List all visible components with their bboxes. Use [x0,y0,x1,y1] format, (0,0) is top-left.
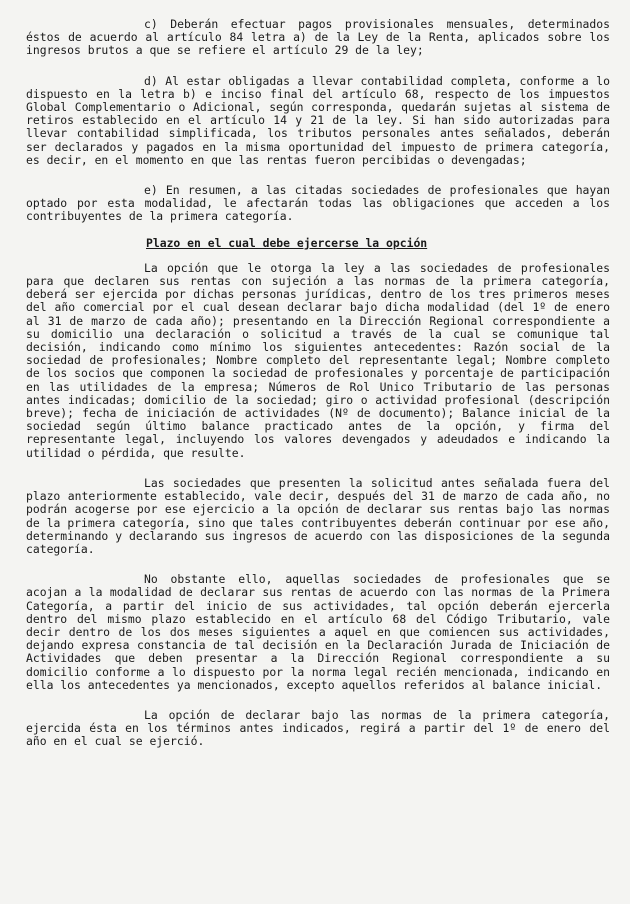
paragraph-start-of-activities: No obstante ello, aquellas sociedades de profesionales que se acojan a la modalidad de declarar sus rentas de acuerdo con las normas de la Primera Categoría, a partir del inicio de sus actividades, tal opción deberán ejercerla dentro del mismo plazo establecido en el artículo 68 del Código Tributario, vale decir dentro de los dos meses siguientes a aquel en que comiencen sus actividades, dejando expresa constancia de tal decisión en la Declaración Jurada de Iniciación de Actividades que deben presentar a la Dirección Regional correspondiente a su domicilio conforme a lo dispuesto por la norma legal recién mencionada, indicando en ella los antecedentes ya mencionados, excepto aquellos referidos al balance inicial. [26,572,610,692]
paragraph-e: e) En resumen, a las citadas sociedades de profesionales que hayan optado por esta modalidad, le afectarán todas las obligaciones que acceden a los contribuyentes de la primera categoría. [26,183,610,224]
paragraph-late-filing: Las sociedades que presenten la solicitud antes señalada fuera del plazo anteriormente establecido, vale decir, después del 31 de marzo de cada año, no podrán acogerse por ese ejercicio a la opción de declarar sus rentas bajo las normas de la primera categoría, sino que tales contribuyentes deberán continuar por ese año, determinando y declarando sus ingresos de acuerdo con las disposiciones de la segunda categoría. [26,475,610,556]
paragraph-effective-date: La opción de declarar bajo las normas de la primera categoría, ejercida ésta en los términos antes indicados, regirá a partir del 1º de enero del año en el cual se ejerció. [26,707,610,749]
section-heading: Plazo en el cual debe ejercerse la opción [146,235,428,250]
paragraph-c: c) Deberán efectuar pagos provisionales mensuales, determinados éstos de acuerdo al artículo 84 letra a) de la Ley de la Renta, aplicados sobre los ingresos brutos a que se refiere el artículo 29 de la ley; [26,17,610,58]
paragraph-option-term: La opción que le otorga la ley a las sociedades de profesionales para que declaren sus rentas con sujeción a las normas de la primera categoría, deberá ser ejercida por dichas personas jurídicas, dentro de los tres primeros meses del año comercial por el cual desean declarar bajo dicha modalidad (del 1º de enero al 31 de marzo de cada año); presentando en la Dirección Regional correspondiente a su domicilio una declaración o solicitud a través de la cual se comunique tal decisión, indicando como mínimo los siguientes antecedentes: Razón social de la sociedad de profesionales; Nombre completo del representante legal; Nombre completo de los socios que componen la sociedad de profesionales y porcentaje de participación en las utilidades de la empresa; Números de Rol Unico Tributario de las personas antes indicadas; domicilio de la sociedad; giro o actividad profesional (descripción breve); fecha de iniciación de actividades (Nº de documento); Balance inicial de la sociedad según último balance practicado antes de la opción, y firma del representante legal, incluyendo los valores devengados y adeudados e indicando la utilidad o pérdida, que resulte. [26,260,610,460]
paragraph-d: d) Al estar obligadas a llevar contabilidad completa, conforme a lo dispuesto en la letra b) e inciso final del artículo 68, respecto de los impuestos Global Complementario o Adicional, según corresponda, quedarán sujetas al sistema de retiros establecido en el artículo 14 y 21 de la ley. Si han sido autorizadas para llevar contabilidad simplificada, los tributos personales antes señalados, deberán ser declarados y pagados en la misma oportunidad del impuesto de primera categoría, es decir, en el momento en que las rentas fueron percibidas o devengadas; [26,73,610,167]
